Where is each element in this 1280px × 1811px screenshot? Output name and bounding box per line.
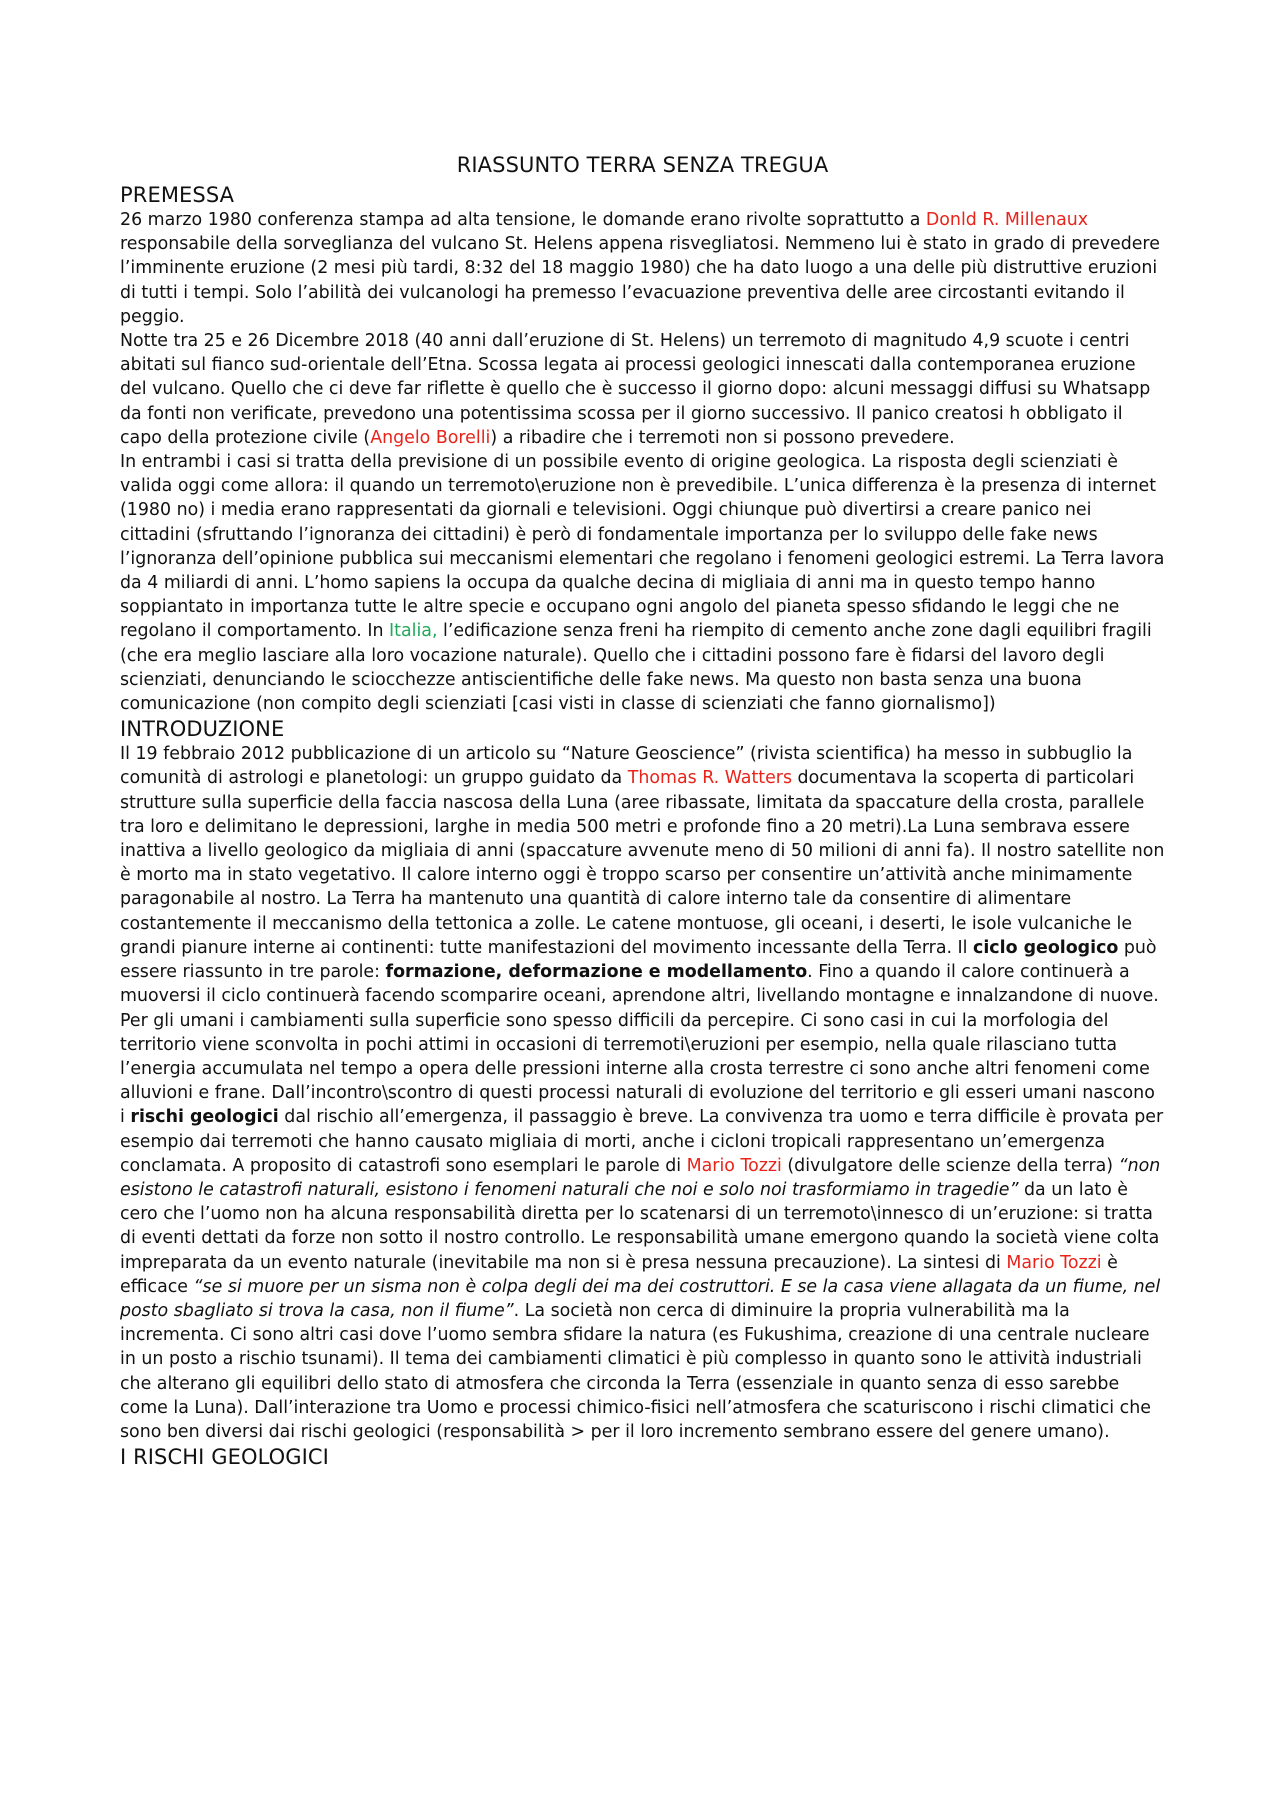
highlighted-name: Donld R. Millenaux bbox=[925, 210, 1089, 230]
highlighted-place: Italia, bbox=[389, 621, 438, 642]
paragraph-text: Notte tra 25 e 26 Dicembre 2018 (40 anni dall’eruzione di St. Helens) un terremoto di magnitudo 4,9 scuote i centri abitati sul fianco sud-orientale dell’Etna. Scossa legata ai processi geologici innescati dalla contemporanea eruzione del vulcano. Quello che ci deve far riflette è quello che è successo il giorno dopo: alcuni messaggi diffusi su Whatsapp da fonti non verificate, prevedono una potentissima scossa per il giorno successivo. Il panico creatosi h obbligato il capo della protezione civile ( bbox=[120, 331, 1151, 448]
paragraph-text: l’edificazione senza freni ha riempito di cemento anche zone dagli equilibri fragili (che era meglio lasciare alla loro vocazione naturale). Quello che i cittadini possono fare è fidarsi del lavoro degli scienziati, denunciando le sciocchezze antiscientifiche delle fake news. Ma questo non basta senza una buona comunicazione (non compito degli scienziati [casi visti in classe di scienziati che fanno giornalismo]) bbox=[120, 621, 1152, 715]
paragraph-text: (divulgatore delle scienze della terra) bbox=[781, 1155, 1119, 1176]
paragraph-st-helens bbox=[120, 208, 1165, 329]
section-heading-introduzione: INTRODUZIONE bbox=[120, 717, 285, 742]
paragraph-text: responsabile della sorveglianza del vulcano St. Helens appena risvegliatosi. Nemmeno lui è stato in grado di prevedere l’imminente eruzione (2 mesi più tardi, 8:32 del 18 maggio 1980) che ha dato luogo a una delle più distruttive eruzioni di tutti i tempi. Solo l’abilità dei vulcanologi ha premesso l’evacuazione preventiva delle aree circostanti evitando il peggio. bbox=[120, 234, 1160, 327]
paragraph-text: dal rischio all’emergenza, il passaggio è breve. La convivenza tra uomo e terra difficile è provata per esempio dai terremoti che hanno causato migliaia di morti, anche i cicloni tropicali rappresentano un’emergenza conclamata. A proposito di catastrofi sono esemplari le parole di bbox=[120, 1107, 1164, 1176]
section-heading-premessa: PREMESSA bbox=[120, 183, 235, 207]
paragraph-text: . Fino a quando il calore continuerà a muoversi il ciclo continuerà facendo scomparire oceani, aprendone altri, livellando montagne e innalzandone di nuove. Per gli umani i cambiamenti sulla superficie sono spesso difficili da percepire. Ci sono casi in cui la morfologia del territorio viene sconvolta in pochi attimi in occasioni di terremoti\eruzioni per esempio, nella quale rilasciano tutta l’energia accumulata nel tempo a opera delle pressioni interne alla crosta terrestre ci sono anche altri fenomeni come alluvioni e frane. Dall’incontro\scontro di questi processi naturali di evoluzione del territorio e gli esseri umani nascono i bbox=[120, 962, 1159, 1128]
paragraph-text: Il 19 febbraio 2012 pubblicazione di un articolo su “Nature Geoscience” (rivista scientifica) ha messo in subbuglio la comunità di astrologi e planetologi: un gruppo guidato da bbox=[120, 744, 1133, 789]
highlighted-name: Angelo Borelli bbox=[370, 427, 491, 448]
document-page bbox=[120, 150, 1165, 1470]
bold-term: ciclo geologico bbox=[973, 937, 1119, 958]
italic-quote: “non esistono le catastrofi naturali, esistono i fenomeni naturali che noi e solo noi trasformiamo in tragedie” bbox=[120, 1155, 1161, 1200]
paragraph-text: può essere riassunto in tre parole: bbox=[120, 937, 1157, 983]
paragraph-text: documentava la scoperta di particolari strutture sulla superficie della faccia nascosa della Luna (aree ribassate, limitata da spaccature della crosta, parallele tra loro e delimitano le depressioni, larghe in media 500 metri e profonde fino a 20 metri).La Luna sembrava essere inattiva a livello geologico da migliaia di anni (spaccature avvenute meno di 50 milioni di anni fa). Il nostro satellite non è morto ma in stato vegetativo. Il calore interno oggi è troppo scarso per consentire un’attività anche minimamente paragonabile al nostro. La Terra ha mantenuto una quantità di calore interno tale da consentire di alimentare costantemente il meccanismo della tettonica a zolle. Le catene montuose, gli oceani, i deserti, le isole vulcaniche le grandi pianure interne ai continenti: tutte manifestazioni del movimento incessante della Terra. Il bbox=[120, 768, 1165, 958]
bold-term: formazione, deformazione e modellamento bbox=[385, 962, 808, 983]
paragraph-text: In entrambi i casi si tratta della previsione di un possibile evento di origine geologica. La risposta degli scienziati è valida oggi come allora: il quando un terremoto\eruzione non è prevedibile. L’unica differenza è la presenza di internet (1980 no) i media erano rappresentati da giornali e televisioni. Oggi chiunque può divertirsi a creare panico nei cittadini (sfruttando l’ignoranza dei cittadini) è però di fondamentale importanza per lo sviluppo delle fake news l’ignoranza dell’opinione pubblica sui meccanismi elementari che regolano i fenomeni geologici estremi. La Terra lavora da 4 miliardi di anni. L’homo sapiens la occupa da qualche decina di migliaia di anni ma in questo tempo hanno soppiantato in importanza tutte le altre specie e occupano ogni angolo del pianeta spesso sfidando le leggi che ne regolano il comportamento. In bbox=[120, 452, 1165, 642]
paragraph-introduzione bbox=[120, 742, 1165, 1444]
highlighted-name: Mario Tozzi bbox=[686, 1155, 782, 1176]
paragraph-etna bbox=[120, 329, 1165, 450]
paragraph-text: da un lato è cero che l’uomo non ha alcuna responsabilità diretta per lo scatenarsi di un terremoto\innesco di un’eruzione: si tratta di eventi dettati da forze non sotto il nostro controllo. Le responsabilità umane emergono quando la società viene colta impreparata da un evento naturale (inevitabile ma non si è presa nessuna precauzione). La sintesi di bbox=[120, 1179, 1160, 1273]
bold-term: rischi geologici bbox=[130, 1107, 279, 1128]
document-title: RIASSUNTO TERRA SENZA TREGUA bbox=[456, 153, 829, 177]
paragraph-text: . La società non cerca di diminuire la propria vulnerabilità ma la incrementa. Ci sono altri casi dove l’uomo sembra sfidare la natura (es Fukushima, creazione di una centrale nucleare in un posto a rischio tsunami). Il tema dei cambiamenti climatici è più complesso in quanto sono le attività industriali che alterano gli equilibri dello stato di atmosfera che circonda la Terra (essenziale in quanto senza di esso sarebbe come la Luna). Dall’interazione tra Uomo e processi chimico-fisici nell’atmosfera che scaturiscono i rischi climatici che sono ben diversi dai rischi geologici (responsabilità > per il loro incremento sembrano essere del genere umano). bbox=[120, 1300, 1151, 1442]
paragraph-previsione bbox=[120, 450, 1165, 716]
highlighted-name: Thomas R. Watters bbox=[627, 768, 793, 789]
paragraph-text: è efficace bbox=[120, 1252, 1118, 1297]
italic-quote: “se si muore per un sisma non è colpa degli dei ma dei costruttori. E se la casa viene allagata da un fiume, nel posto sbagliato si trova la casa, non il fiume” bbox=[120, 1276, 1161, 1321]
highlighted-name: Mario Tozzi bbox=[1006, 1252, 1102, 1273]
paragraph-text: ) a ribadire che i terremoti non si possono prevedere. bbox=[490, 427, 955, 448]
section-heading-rischi-geologici: I RISCHI GEOLOGICI bbox=[120, 1445, 329, 1470]
paragraph-text: 26 marzo 1980 conferenza stampa ad alta tensione, le domande erano rivolte soprattutto a bbox=[120, 210, 926, 230]
